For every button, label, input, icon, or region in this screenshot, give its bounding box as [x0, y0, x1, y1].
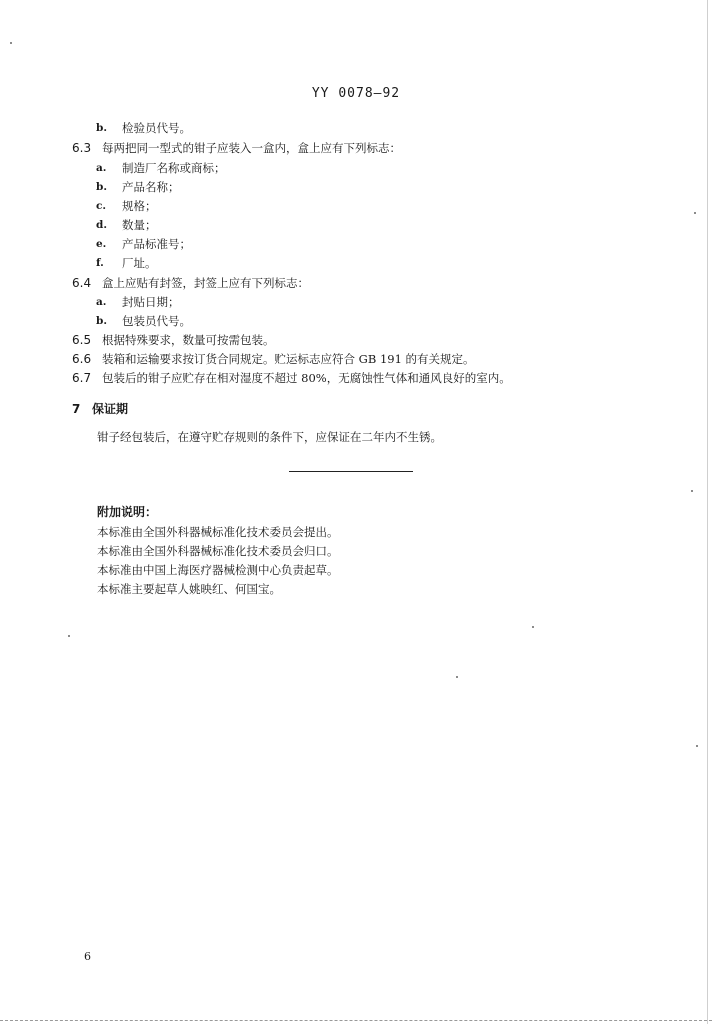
notes-text: 本标准主要起草人姚映红、何国宝。: [97, 582, 281, 596]
page-number: 6: [84, 950, 91, 963]
list-text: 规格；: [122, 199, 157, 213]
notes-text: 本标准由全国外科器械标准化技术委员会归口。: [97, 544, 339, 558]
list-marker: a.: [96, 162, 107, 174]
scan-speck: [691, 490, 693, 492]
list-marker: f.: [96, 257, 104, 269]
separator-rule: [289, 471, 413, 472]
list-text: 厂址。: [122, 256, 157, 270]
paragraph-text: 钳子经包装后，在遵守贮存规则的条件下，应保证在二年内不生锈。: [97, 430, 442, 444]
scan-speck: [696, 745, 698, 747]
notes-text: 本标准由中国上海医疗器械检测中心负责起草。: [97, 563, 339, 577]
clause-text: 包装后的钳子应贮存在相对湿度不超过 80%，无腐蚀性气体和通风良好的室内。: [102, 371, 511, 385]
list-text: 包装员代号。: [122, 314, 191, 328]
clause-number: 6.5: [72, 333, 92, 347]
section-title: 保证期: [92, 402, 129, 416]
scan-edge-right: [707, 0, 708, 1024]
list-text: 检验员代号。: [122, 121, 191, 135]
section-number: 7: [72, 402, 81, 416]
list-text: 制造厂名称或商标；: [122, 161, 226, 175]
clause-text: 每两把同一型式的钳子应装入一盒内，盒上应有下列标志：: [102, 141, 401, 155]
scan-edge-bottom: [0, 1020, 712, 1021]
clause-text: 根据特殊要求，数量可按需包装。: [102, 333, 275, 347]
scan-speck: [10, 42, 12, 44]
list-marker: b.: [96, 122, 107, 134]
notes-text: 本标准由全国外科器械标准化技术委员会提出。: [97, 525, 339, 539]
list-text: 产品标准号；: [122, 237, 191, 251]
list-marker: e.: [96, 238, 107, 250]
clause-text: 盒上应贴有封签，封签上应有下列标志：: [102, 276, 309, 290]
clause-number: 6.3: [72, 141, 92, 155]
list-text: 封贴日期；: [122, 295, 180, 309]
clause-number: 6.4: [72, 276, 92, 290]
notes-heading: 附加说明：: [97, 505, 158, 519]
clause-text: 装箱和运输要求按订货合同规定。贮运标志应符合 GB 191 的有关规定。: [102, 352, 475, 366]
scan-speck: [694, 212, 696, 214]
clause-number: 6.7: [72, 371, 92, 385]
list-marker: b.: [96, 181, 107, 193]
scan-speck: [532, 626, 534, 628]
list-marker: b.: [96, 315, 107, 327]
scan-speck: [68, 635, 70, 637]
list-marker: c.: [96, 200, 107, 212]
list-marker: a.: [96, 296, 107, 308]
clause-number: 6.6: [72, 352, 92, 366]
scan-speck: [456, 676, 458, 678]
list-text: 产品名称；: [122, 180, 180, 194]
list-marker: d.: [96, 219, 107, 231]
standard-code-header: YY 0078—92: [311, 86, 401, 101]
list-text: 数量；: [122, 218, 157, 232]
